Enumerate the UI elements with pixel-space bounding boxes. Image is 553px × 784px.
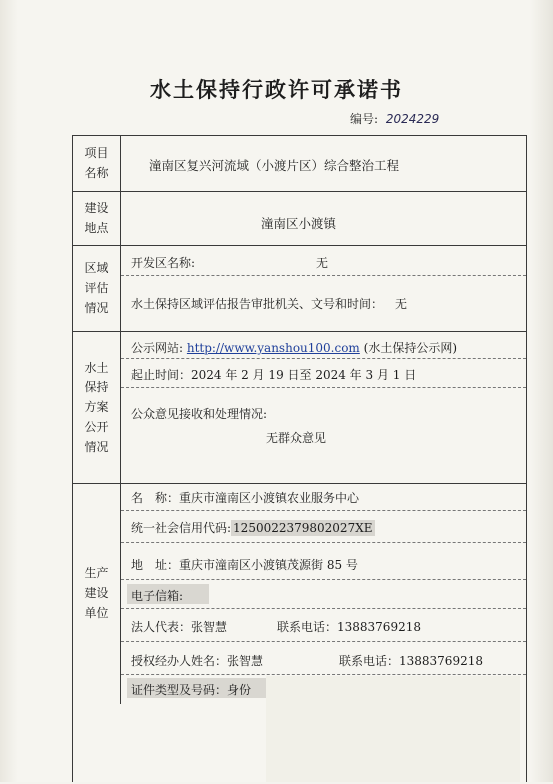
address-label: 地 址：: [131, 558, 180, 572]
credit-label: 统一社会信用代码:: [131, 521, 232, 535]
website-label: 公示网站:: [131, 341, 184, 355]
dashed-divider: [121, 674, 526, 675]
legal-phone: 联系电话：13883769218: [277, 620, 421, 634]
zone-label: 开发区名称:: [131, 256, 196, 270]
feedback-value: 无群众意见: [266, 431, 327, 445]
unit-name-value: 重庆市潼南区小渡镇农业服务中心: [179, 491, 360, 505]
credit-value: 1250022379802027XE: [233, 521, 373, 535]
dashed-divider: [121, 387, 526, 388]
project-label: 项目名称: [73, 136, 121, 191]
unit-label: 生产建设单位: [73, 484, 121, 704]
serial-number: [350, 110, 439, 127]
address-value: 重庆市潼南区小渡镇茂源街 85 号: [179, 558, 358, 572]
dashed-divider: [121, 275, 526, 276]
location-label: 建设地点: [73, 192, 121, 246]
website-link[interactable]: http://www.yanshou100.com: [186, 341, 360, 355]
dashed-divider: [121, 608, 526, 609]
zone-value: 无: [316, 256, 329, 270]
location-value: 潼南区小渡镇: [261, 216, 337, 231]
serial-label: 编号:: [350, 112, 379, 126]
period-text: 起止时间：2024 年 2 月 19 日至 2024 年 3 月 1 日: [131, 368, 417, 382]
legal-rep: 法人代表：张智慧: [131, 620, 228, 634]
serial-value-handwritten: 2024229: [385, 112, 440, 126]
dashed-divider: [121, 542, 526, 543]
dashed-divider: [121, 358, 526, 359]
document-title: 水土保持行政许可承诺书: [150, 77, 403, 102]
dashed-divider: [121, 641, 526, 642]
region-label: 区域评估情况: [73, 246, 121, 332]
website-note: (水土保持公示网): [363, 341, 458, 355]
report-label: 水土保持区域评估报告审批机关、文号和时间：: [131, 297, 384, 311]
credit-line: [131, 519, 375, 536]
email-label: 电子信箱:: [131, 589, 184, 603]
dashed-divider: [121, 510, 526, 511]
location-row: [73, 191, 526, 246]
agent-name: 授权经办人姓名：张智慧: [131, 654, 264, 668]
dashed-divider: [121, 579, 526, 580]
address-line: [131, 556, 358, 573]
unit-name-line: [131, 489, 359, 506]
feedback-label: 公众意见接收和处理情况:: [131, 407, 268, 421]
project-row: [73, 136, 526, 191]
project-value: 潼南区复兴河流域（小渡片区）综合整治工程: [149, 158, 400, 173]
region-row: [73, 245, 526, 332]
agent-phone: 联系电话：13883769218: [339, 654, 483, 668]
redaction-patch: [266, 676, 520, 782]
id-type-label: 证件类型及号码：身份: [131, 683, 252, 697]
website-line: [131, 339, 457, 356]
disclosure-row: [73, 331, 526, 484]
disclosure-label: 水土保持方案公开情况: [73, 332, 121, 484]
report-value: 无: [395, 297, 408, 311]
unit-name-label: 名 称：: [131, 491, 180, 505]
